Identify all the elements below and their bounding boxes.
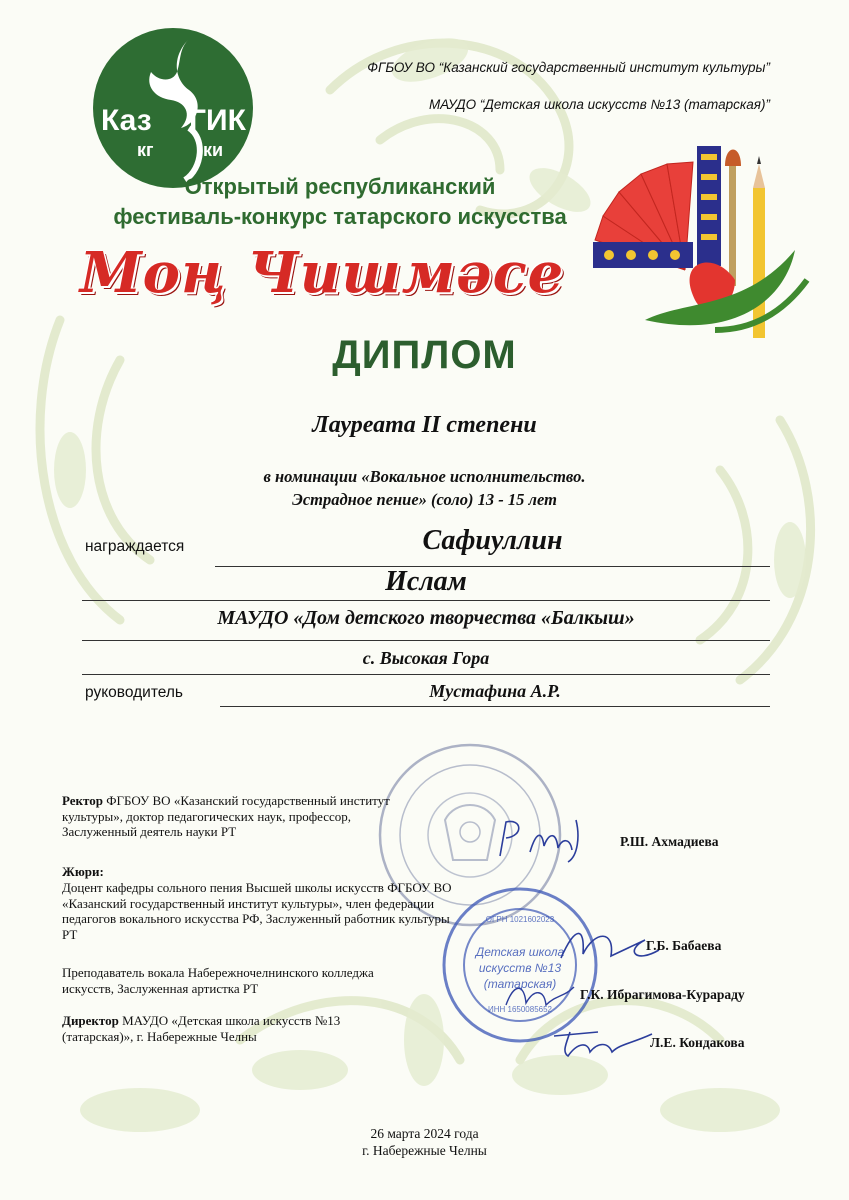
jury2-name: Г.К. Ибрагимова-Курараду bbox=[580, 987, 745, 1002]
stamp-inn: ИНН 1650085652 bbox=[487, 1005, 553, 1014]
director-signature bbox=[548, 1022, 658, 1062]
director-name: Л.Е. Кондакова bbox=[650, 1035, 745, 1050]
jury1-name: Г.Б. Бабаева bbox=[646, 938, 722, 953]
document-title: ДИПЛОМ bbox=[332, 333, 517, 377]
kazgik-logo bbox=[93, 28, 253, 188]
nomination-line-1: в номинации «Вокальное исполнительство. bbox=[263, 467, 586, 486]
given-name-underline bbox=[82, 600, 770, 601]
rector-signature bbox=[492, 808, 592, 868]
jury1-title: Доцент кафедры сольного пения Высшей школы искусств ФГБОУ ВО «Казанский государственный институт культуры», член федерации педагогов вокального искусства РФ, Заслуженный работник культуры РТ bbox=[62, 880, 452, 942]
festival-name: Моң Чишмәсе bbox=[79, 240, 565, 306]
festival-line-2: фестиваль-конкурс татарского искусства bbox=[113, 204, 567, 229]
supervisor-underline bbox=[220, 706, 770, 707]
director-label: Директор bbox=[62, 1013, 119, 1028]
nomination-line-2: Эстрадное пение» (соло) 13 - 15 лет bbox=[292, 490, 557, 509]
awarded-label: награждается bbox=[85, 538, 185, 555]
logo-text-kg: кг bbox=[137, 140, 154, 160]
fan-and-brushes-icon bbox=[585, 130, 815, 360]
laureate-degree: Лауреата II степени bbox=[312, 412, 537, 438]
logo-text-ki: ки bbox=[203, 140, 224, 160]
director-description: МАУДО «Детская школа искусств №13 (татарская)», г. Набережные Челны bbox=[62, 1013, 341, 1044]
recipient-surname: Сафиуллин bbox=[422, 525, 563, 556]
award-date-block bbox=[0, 1125, 849, 1159]
jury2-title: Преподаватель вокала Набережночелнинского колледжа искусств, Заслуженная артистка РТ bbox=[62, 965, 374, 996]
jury2-signature bbox=[500, 975, 580, 1015]
stamp-line-3: (татарская) bbox=[483, 977, 557, 991]
award-city: г. Набережные Челны bbox=[362, 1143, 487, 1158]
stamp-line-1: Детская школа bbox=[475, 945, 565, 959]
award-date: 26 марта 2024 года bbox=[370, 1126, 479, 1141]
rector-name: Р.Ш. Ахмадиева bbox=[620, 834, 719, 849]
logo-text-gik: ГИК bbox=[189, 104, 246, 137]
stamp-line-2: искусств №13 bbox=[478, 961, 562, 975]
organizer-2: МАУДО “Детская школа искусств №13 (татарская)” bbox=[428, 97, 770, 112]
rector-title bbox=[62, 793, 407, 840]
rector-description: ФГБОУ ВО «Казанский государственный институт культуры», доктор педагогических наук, профессор, Заслуженный деятель науки РТ bbox=[62, 793, 390, 839]
recipient-location: с. Высокая Гора bbox=[362, 648, 490, 668]
director-title bbox=[62, 1013, 392, 1044]
organizer-1: ФГБОУ ВО “Казанский государственный институт культуры” bbox=[367, 60, 770, 75]
jury-label: Жюри: bbox=[62, 864, 104, 879]
location-underline bbox=[82, 674, 770, 675]
logo-text-kaz: Каз bbox=[101, 104, 152, 137]
rector-label: Ректор bbox=[62, 793, 103, 808]
recipient-given-name: Ислам bbox=[385, 566, 467, 597]
supervisor-name: Мустафина А.Р. bbox=[429, 681, 561, 701]
institution-underline bbox=[82, 640, 770, 641]
stamp-ogrn: ОГРН 1021602023 bbox=[485, 915, 555, 924]
recipient-institution: МАУДО «Дом детского творчества «Балкыш» bbox=[217, 607, 635, 629]
festival-line-1: Открытый республиканский bbox=[184, 174, 496, 199]
supervisor-label: руководитель bbox=[85, 684, 183, 701]
